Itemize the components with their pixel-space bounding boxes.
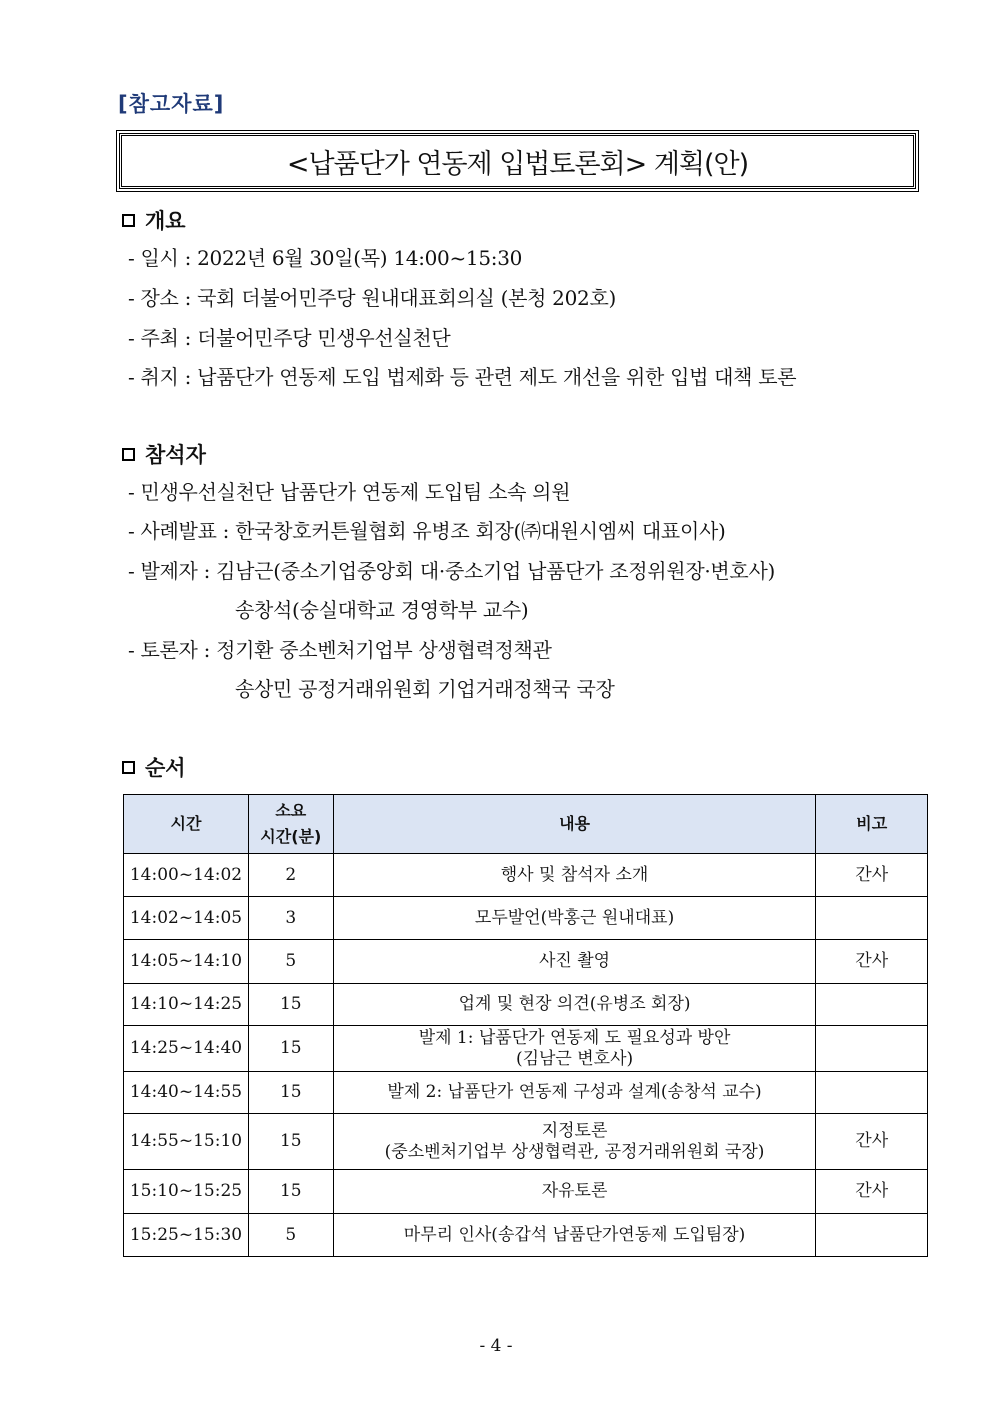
time-cell: 15:10~15:25 bbox=[124, 1170, 249, 1214]
attendee-item: - 토론자 : 정기환 중소벤처기업부 상생협력정책관 bbox=[128, 638, 552, 662]
overview-item: - 장소 : 국회 더불어민주당 원내대표회의실 (본청 202호) bbox=[128, 286, 616, 310]
duration-cell: 15 bbox=[248, 1026, 333, 1072]
time-cell: 14:25~14:40 bbox=[124, 1026, 249, 1072]
section-overview-heading bbox=[122, 205, 186, 235]
content-cell bbox=[333, 1072, 816, 1114]
content-line: 사진 촬영 bbox=[539, 951, 611, 971]
note-cell: 간사 bbox=[816, 1170, 928, 1214]
duration-cell: 15 bbox=[248, 1114, 333, 1170]
section-title: 개요 bbox=[145, 209, 186, 233]
attendee-item: - 민생우선실천단 납품단가 연동제 도입팀 소속 의원 bbox=[128, 480, 571, 504]
content-cell bbox=[333, 1214, 816, 1257]
checkbox-square-icon bbox=[122, 761, 135, 774]
section-attendees-heading bbox=[122, 439, 206, 469]
schedule-body bbox=[124, 854, 928, 1257]
content-line-2: (중소벤처기업부 상생협력관, 공정거래위원회 국장) bbox=[384, 1141, 765, 1162]
note-cell bbox=[816, 1026, 928, 1072]
note-cell bbox=[816, 1072, 928, 1114]
overview-item: - 주최 : 더불어민주당 민생우선실천단 bbox=[128, 326, 451, 350]
table-row bbox=[124, 1214, 928, 1257]
checkbox-square-icon bbox=[122, 214, 135, 227]
table-header-row bbox=[124, 795, 928, 854]
note-cell bbox=[816, 984, 928, 1026]
table-row bbox=[124, 1026, 928, 1072]
attendee-item: 송상민 공정거래위원회 기업거래정책국 국장 bbox=[235, 677, 615, 701]
note-cell: 간사 bbox=[816, 1114, 928, 1170]
content-line: 마무리 인사(송갑석 납품단가연동제 도입팀장) bbox=[403, 1224, 746, 1245]
table-row bbox=[124, 984, 928, 1026]
checkbox-square-icon bbox=[122, 448, 135, 461]
time-cell: 14:10~14:25 bbox=[124, 984, 249, 1026]
time-cell: 14:00~14:02 bbox=[124, 854, 249, 897]
attendee-item: - 사례발표 : 한국창호커튼월협회 유병조 회장(㈜대원시엠씨 대표이사) bbox=[128, 519, 726, 543]
page-number: - 4 - bbox=[479, 1336, 513, 1356]
document-title: <납품단가 연동제 입법토론회> 계획(안) bbox=[286, 148, 749, 180]
content-line-2: (김남근 변호사) bbox=[515, 1048, 634, 1069]
header-time: 시간 bbox=[124, 795, 249, 854]
content-line: 발제 1: 납품단가 연동제 도 필요성과 방안 bbox=[418, 1027, 731, 1048]
duration-cell: 15 bbox=[248, 1170, 333, 1214]
table-row bbox=[124, 1072, 928, 1114]
content-line: 발제 2: 납품단가 연동제 구성과 설계(송창석 교수) bbox=[387, 1082, 762, 1102]
time-cell: 14:05~14:10 bbox=[124, 940, 249, 984]
note-cell bbox=[816, 897, 928, 940]
content-line: 자유토론 bbox=[541, 1181, 608, 1201]
content-line: 지정토론 bbox=[541, 1120, 608, 1141]
attendee-item: - 발제자 : 김남근(중소기업중앙회 대·중소기업 납품단가 조정위원장·변호사) bbox=[128, 559, 775, 583]
duration-cell: 5 bbox=[248, 940, 333, 984]
header-duration-line2: 시간(분) bbox=[260, 827, 322, 846]
content-line: 업계 및 현장 의견(유병조 회장) bbox=[458, 994, 691, 1014]
table-row bbox=[124, 1114, 928, 1170]
content-cell bbox=[333, 897, 816, 940]
content-cell bbox=[333, 940, 816, 984]
content-cell bbox=[333, 854, 816, 897]
document-title-box bbox=[119, 133, 916, 189]
schedule-table bbox=[123, 794, 928, 1257]
note-cell: 간사 bbox=[816, 940, 928, 984]
content-cell bbox=[333, 1026, 816, 1072]
header-content: 내용 bbox=[333, 795, 816, 854]
note-cell bbox=[816, 1214, 928, 1257]
table-row bbox=[124, 897, 928, 940]
section-title: 순서 bbox=[145, 756, 186, 780]
overview-item: - 취지 : 납품단가 연동제 도입 법제화 등 관련 제도 개선을 위한 입법 대책 토론 bbox=[128, 365, 797, 389]
duration-cell: 5 bbox=[248, 1214, 333, 1257]
table-row bbox=[124, 854, 928, 897]
content-line: 행사 및 참석자 소개 bbox=[500, 864, 649, 885]
header-duration-line1: 소요 bbox=[275, 801, 307, 820]
time-cell: 14:40~14:55 bbox=[124, 1072, 249, 1114]
content-cell bbox=[333, 1114, 816, 1170]
section-title: 참석자 bbox=[145, 443, 206, 467]
content-line: 모두발언(박홍근 원내대표) bbox=[474, 907, 675, 928]
header-note: 비고 bbox=[816, 795, 928, 854]
section-order-heading bbox=[122, 752, 186, 782]
duration-cell: 2 bbox=[248, 854, 333, 897]
duration-cell: 3 bbox=[248, 897, 333, 940]
attendee-item: 송창석(숭실대학교 경영학부 교수) bbox=[235, 598, 529, 622]
table-row bbox=[124, 1170, 928, 1214]
duration-cell: 15 bbox=[248, 1072, 333, 1114]
time-cell: 14:02~14:05 bbox=[124, 897, 249, 940]
note-cell: 간사 bbox=[816, 854, 928, 897]
content-cell bbox=[333, 1170, 816, 1214]
time-cell: 15:25~15:30 bbox=[124, 1214, 249, 1257]
table-row bbox=[124, 940, 928, 984]
header-duration bbox=[248, 795, 333, 854]
reference-label: [참고자료] bbox=[118, 92, 225, 116]
content-cell bbox=[333, 984, 816, 1026]
duration-cell: 15 bbox=[248, 984, 333, 1026]
overview-item: - 일시 : 2022년 6월 30일(목) 14:00~15:30 bbox=[128, 246, 523, 270]
time-cell: 14:55~15:10 bbox=[124, 1114, 249, 1170]
